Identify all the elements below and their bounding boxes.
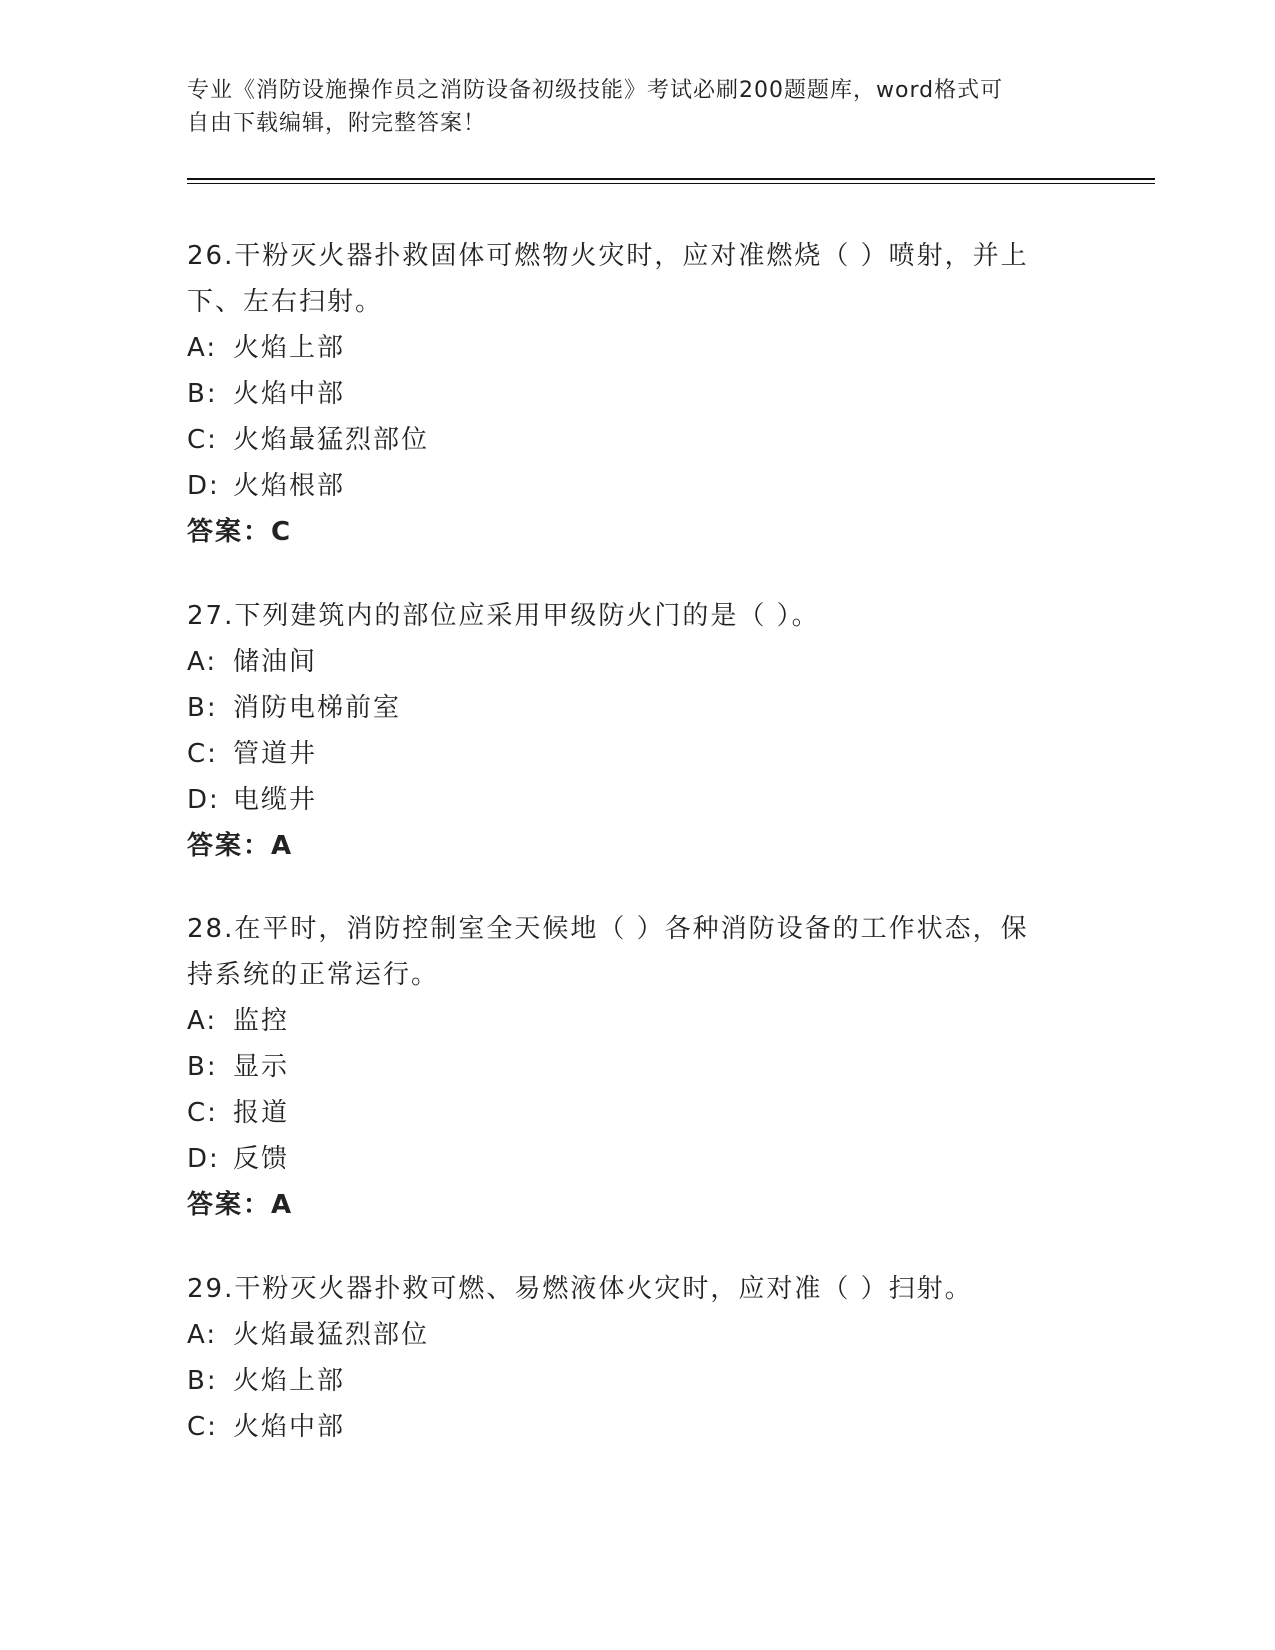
option-text: 储油间 [233,647,318,677]
option-letter: D: [187,1144,220,1174]
option-letter: D: [187,785,220,815]
option-text: 报道 [233,1098,290,1128]
option-b [187,1044,1087,1090]
option-c [187,1090,1087,1136]
answer: 答案：A [187,831,294,861]
question-stem-line-1: 29.干粉灭火器扑救可燃、易燃液体火灾时，应对准（ ）扫射。 [187,1274,973,1304]
question-27 [187,593,1087,869]
option-text: 火焰最猛烈部位 [233,425,430,455]
answer: 答案：C [187,517,293,547]
option-text: 火焰最猛烈部位 [233,1320,430,1350]
option-a [187,1312,1087,1358]
option-text: 火焰上部 [233,1366,346,1396]
option-letter: C: [187,425,218,455]
question-stem-line-2: 持系统的正常运行。 [187,960,440,990]
option-letter: B: [187,693,218,723]
option-d [187,777,1087,823]
option-d [187,1136,1087,1182]
option-b [187,371,1087,417]
option-a [187,639,1087,685]
question-26 [187,233,1087,555]
option-letter: A: [187,333,218,363]
header-line-1: 专业《消防设施操作员之消防设备初级技能》考试必刷200题题库，word格式可 [187,78,1004,103]
option-letter: C: [187,1098,218,1128]
option-letter: B: [187,379,218,409]
option-text: 电缆井 [233,785,318,815]
option-b [187,1358,1087,1404]
option-text: 消防电梯前室 [233,693,402,723]
option-c [187,417,1087,463]
question-stem-line-1: 28.在平时，消防控制室全天候地（ ）各种消防设备的工作状态，保 [187,914,1029,944]
option-text: 火焰中部 [233,379,346,409]
header-line-2: 自由下载编辑，附完整答案！ [187,111,487,136]
option-letter: D: [187,471,220,501]
option-letter: A: [187,1320,218,1350]
question-29 [187,1266,1087,1450]
option-letter: C: [187,739,218,769]
option-a [187,998,1087,1044]
option-text: 管道井 [233,739,318,769]
option-letter: C: [187,1412,218,1442]
option-text: 显示 [233,1052,290,1082]
option-letter: A: [187,1006,218,1036]
option-text: 火焰根部 [233,471,346,501]
option-text: 反馈 [233,1144,290,1174]
option-a [187,325,1087,371]
question-28 [187,906,1087,1228]
header-divider-thin [187,183,1155,184]
option-letter: A: [187,647,218,677]
option-letter: B: [187,1366,218,1396]
question-stem-line-2: 下、左右扫射。 [187,287,384,317]
document-header [187,74,1087,140]
option-b [187,685,1087,731]
option-c [187,1404,1087,1450]
option-text: 火焰上部 [233,333,346,363]
question-stem-line-1: 27.下列建筑内的部位应采用甲级防火门的是（ ）。 [187,601,820,631]
option-text: 监控 [233,1006,290,1036]
option-d [187,463,1087,509]
option-c [187,731,1087,777]
option-text: 火焰中部 [233,1412,346,1442]
header-divider-thick [187,178,1155,180]
answer: 答案：A [187,1190,294,1220]
question-stem-line-1: 26.干粉灭火器扑救固体可燃物火灾时，应对准燃烧（ ）喷射，并上 [187,241,1029,271]
option-letter: B: [187,1052,218,1082]
